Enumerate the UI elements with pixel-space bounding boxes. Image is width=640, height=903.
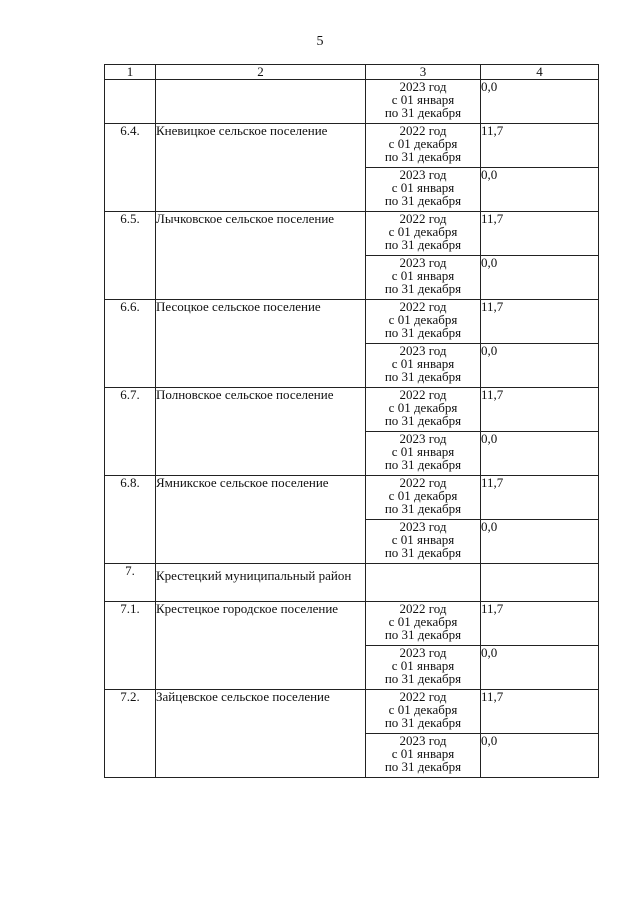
table-body xyxy=(105,80,599,778)
tariff-table xyxy=(104,64,599,778)
period-end: по 31 декабря xyxy=(384,105,462,120)
value-cell: 11,7 xyxy=(481,690,599,734)
period-year: 2023 год xyxy=(399,733,447,748)
value-cell: 0,0 xyxy=(481,646,599,690)
period-start: с 01 января xyxy=(391,658,455,673)
settlement-name xyxy=(156,80,366,124)
row-number: 6.5. xyxy=(105,212,156,300)
value-cell: 11,7 xyxy=(481,212,599,256)
period-end: по 31 декабря xyxy=(384,545,462,560)
period-start: с 01 декабря xyxy=(388,488,458,503)
period-year: 2023 год xyxy=(399,343,447,358)
period-end: по 31 декабря xyxy=(384,715,462,730)
period-cell xyxy=(366,646,481,690)
table-row xyxy=(105,124,599,168)
column-number-row xyxy=(105,65,599,80)
period-year: 2022 год xyxy=(399,387,447,402)
period-cell xyxy=(366,432,481,476)
value-cell: 11,7 xyxy=(481,124,599,168)
period-cell xyxy=(366,734,481,778)
value-cell xyxy=(481,564,599,602)
period-year: 2023 год xyxy=(399,79,447,94)
period-start: с 01 декабря xyxy=(388,614,458,629)
period-end: по 31 декабря xyxy=(384,627,462,642)
row-number: 6.7. xyxy=(105,388,156,476)
period-cell xyxy=(366,344,481,388)
row-number: 7. xyxy=(105,564,156,602)
period-start: с 01 декабря xyxy=(388,136,458,151)
value-cell: 0,0 xyxy=(481,344,599,388)
period-cell xyxy=(366,388,481,432)
period-end: по 31 декабря xyxy=(384,671,462,686)
row-number xyxy=(105,80,156,124)
value-cell: 11,7 xyxy=(481,602,599,646)
column-header-3: 3 xyxy=(366,65,481,80)
column-header-4: 4 xyxy=(481,65,599,80)
value-cell: 0,0 xyxy=(481,520,599,564)
period-cell xyxy=(366,168,481,212)
value-cell: 11,7 xyxy=(481,388,599,432)
period-cell xyxy=(366,564,481,602)
period-start: с 01 января xyxy=(391,444,455,459)
period-end: по 31 декабря xyxy=(384,281,462,296)
period-end: по 31 декабря xyxy=(384,369,462,384)
period-cell xyxy=(366,602,481,646)
period-end: по 31 декабря xyxy=(384,149,462,164)
settlement-name: Крестецкое городское поселение xyxy=(156,602,366,690)
period-cell xyxy=(366,256,481,300)
period-year: 2022 год xyxy=(399,475,447,490)
settlement-name: Ямникское сельское поселение xyxy=(156,476,366,564)
table-row xyxy=(105,476,599,520)
settlement-name: Зайцевское сельское поселение xyxy=(156,690,366,778)
period-end: по 31 декабря xyxy=(384,457,462,472)
row-number: 6.8. xyxy=(105,476,156,564)
period-cell xyxy=(366,212,481,256)
period-start: с 01 января xyxy=(391,532,455,547)
settlement-name: Лычковское сельское поселение xyxy=(156,212,366,300)
period-year: 2022 год xyxy=(399,211,447,226)
table-row xyxy=(105,690,599,734)
period-year: 2022 год xyxy=(399,123,447,138)
period-end: по 31 декабря xyxy=(384,325,462,340)
period-year: 2023 год xyxy=(399,431,447,446)
period-start: с 01 декабря xyxy=(388,702,458,717)
period-start: с 01 декабря xyxy=(388,400,458,415)
row-number: 7.2. xyxy=(105,690,156,778)
period-start: с 01 января xyxy=(391,180,455,195)
period-start: с 01 декабря xyxy=(388,312,458,327)
period-year: 2023 год xyxy=(399,645,447,660)
table-row xyxy=(105,388,599,432)
period-cell xyxy=(366,690,481,734)
period-cell xyxy=(366,80,481,124)
period-cell xyxy=(366,300,481,344)
row-number: 6.6. xyxy=(105,300,156,388)
period-end: по 31 декабря xyxy=(384,237,462,252)
settlement-name: Песоцкое сельское поселение xyxy=(156,300,366,388)
period-year: 2022 год xyxy=(399,689,447,704)
table-row xyxy=(105,602,599,646)
period-year: 2023 год xyxy=(399,255,447,270)
value-cell: 0,0 xyxy=(481,80,599,124)
period-end: по 31 декабря xyxy=(384,193,462,208)
period-end: по 31 декабря xyxy=(384,501,462,516)
district-name: Крестецкий муниципальный район xyxy=(156,564,366,602)
period-year: 2023 год xyxy=(399,519,447,534)
period-year: 2022 год xyxy=(399,299,447,314)
settlement-name: Полновское сельское поселение xyxy=(156,388,366,476)
value-cell: 0,0 xyxy=(481,432,599,476)
period-end: по 31 декабря xyxy=(384,413,462,428)
period-start: с 01 января xyxy=(391,92,455,107)
value-cell: 0,0 xyxy=(481,256,599,300)
column-header-1: 1 xyxy=(105,65,156,80)
value-cell: 0,0 xyxy=(481,734,599,778)
period-cell xyxy=(366,124,481,168)
value-cell: 0,0 xyxy=(481,168,599,212)
settlement-name: Кневицкое сельское поселение xyxy=(156,124,366,212)
row-number: 6.4. xyxy=(105,124,156,212)
value-cell: 11,7 xyxy=(481,300,599,344)
row-number: 7.1. xyxy=(105,602,156,690)
column-header-2: 2 xyxy=(156,65,366,80)
period-start: с 01 января xyxy=(391,268,455,283)
period-cell xyxy=(366,476,481,520)
period-year: 2022 год xyxy=(399,601,447,616)
period-end: по 31 декабря xyxy=(384,759,462,774)
period-start: с 01 декабря xyxy=(388,224,458,239)
table-row xyxy=(105,212,599,256)
period-start: с 01 января xyxy=(391,746,455,761)
page-number: 5 xyxy=(316,34,324,49)
table-row xyxy=(105,300,599,344)
district-row xyxy=(105,564,599,602)
period-start: с 01 января xyxy=(391,356,455,371)
value-cell: 11,7 xyxy=(481,476,599,520)
period-year: 2023 год xyxy=(399,167,447,182)
table-row xyxy=(105,80,599,124)
period-cell xyxy=(366,520,481,564)
